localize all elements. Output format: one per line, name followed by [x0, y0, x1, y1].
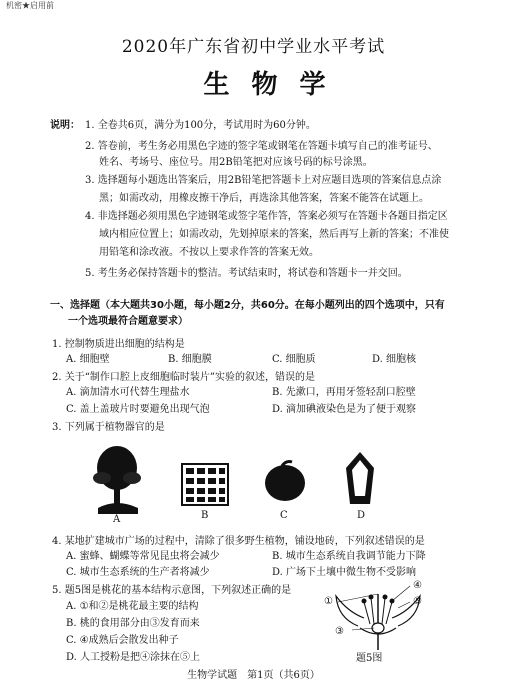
image-label: A — [113, 514, 121, 525]
option: A. ①和②是桃花最主要的结构 — [66, 601, 199, 612]
fruit-image — [262, 458, 308, 504]
question-stem: 1. 控制物质进出细胞的结构是 — [52, 339, 185, 350]
figure-label: ③ — [335, 626, 344, 637]
option: B. 城市生态系统自我调节能力下降 — [272, 551, 426, 562]
option: A. 滴加清水可代替生理盐水 — [66, 387, 190, 398]
plant-whole-image — [88, 438, 148, 518]
option: C. 细胞质 — [272, 354, 316, 365]
exam-title: 2020年广东省初中学业水平考试 — [121, 37, 386, 57]
subject-title: 生物学 — [203, 70, 348, 100]
option: B. 桃的食用部分由③发育而来 — [66, 618, 200, 629]
instruction-line: 用铅笔和涂改液。不按以上要求作答的答案无效。 — [99, 247, 319, 258]
option: A. 蜜蜂、蝴蝶等常见昆虫将会减少 — [66, 551, 220, 562]
instructions-label: 说明： — [50, 120, 80, 131]
option: B. 先漱口，再用牙签轻刮口腔壁 — [272, 387, 416, 398]
instruction-line: 姓名、考场号、座位号。用2B铅笔把对应该号码的标号涂黑。 — [99, 157, 373, 168]
option: D. 人工授粉是把④涂抹在⑤上 — [66, 652, 201, 663]
figure-label: ⑤ — [413, 596, 422, 607]
instruction-line: 域内相应位置上；如需改动，先划掉原来的答案，然后再写上新的答案；不准使 — [99, 229, 449, 240]
option: B. 细胞膜 — [168, 354, 212, 365]
seed-cross-section-image — [342, 450, 378, 506]
option: D. 广场下土壤中微生物不受影响 — [272, 567, 417, 578]
question-stem: 4. 某地扩建城市广场的过程中，清除了很多野生植物，铺设地砖，下列叙述错误的是 — [52, 536, 425, 547]
option: C. 盖上盖玻片时要避免出现气泡 — [66, 404, 210, 415]
question-stem: 3. 下列属于植物器官的是 — [52, 422, 165, 433]
section-heading: 一、选择题（本大题共30小题，每小题2分，共60分。在每小题列出的四个选项中，只有 — [50, 300, 445, 311]
instruction-line: 2. 答卷前，考生务必用黑色字迹的签字笔或钢笔在答题卡填写自己的准考证号、 — [85, 141, 438, 152]
instruction-line: 3. 选择题每小题选出答案后，用2B铅笔把答题卡上对应题目选项的答案信息点涂 — [85, 175, 442, 186]
figure-label: ① — [324, 596, 333, 607]
option: C. ④成熟后会散发出种子 — [66, 635, 179, 646]
image-label: D — [357, 510, 366, 521]
option: A. 细胞壁 — [66, 354, 110, 365]
confidential-note: 机密★启用前 — [6, 1, 54, 10]
figure-caption: 题5图 — [356, 653, 383, 664]
instruction-line: 1. 全卷共6页，满分为100分，考试用时为60分钟。 — [85, 120, 316, 131]
page-footer: 生物学试题 第1页（共6页） — [187, 670, 320, 681]
section-heading-cont: 一个选项最符合题意要求） — [68, 316, 188, 327]
question-stem: 2. 关于“制作口腔上皮细胞临时装片”实验的叙述，错误的是 — [52, 372, 315, 383]
instruction-line: 5. 考生务必保持答题卡的整洁。考试结束时，将试卷和答题卡一并交回。 — [85, 268, 408, 279]
image-label: C — [280, 510, 288, 521]
instruction-line: 4. 非选择题必须用黑色字迹钢笔或签字笔作答，答案必须写在答题卡各题目指定区 — [85, 211, 448, 222]
cell-tissue-image — [180, 462, 230, 507]
option: D. 细胞核 — [372, 354, 417, 365]
option: D. 滴加碘液染色是为了便于观察 — [272, 404, 417, 415]
instruction-line: 黑；如需改动，用橡皮擦干净后，再选涂其他答案，答案不能答在试题上。 — [99, 193, 429, 204]
question-stem: 5. 题5图是桃花的基本结构示意图，下列叙述正确的是 — [52, 585, 292, 596]
option: C. 城市生态系统的生产者将减少 — [66, 567, 210, 578]
figure-label: ④ — [413, 580, 422, 591]
image-label: B — [201, 510, 209, 521]
